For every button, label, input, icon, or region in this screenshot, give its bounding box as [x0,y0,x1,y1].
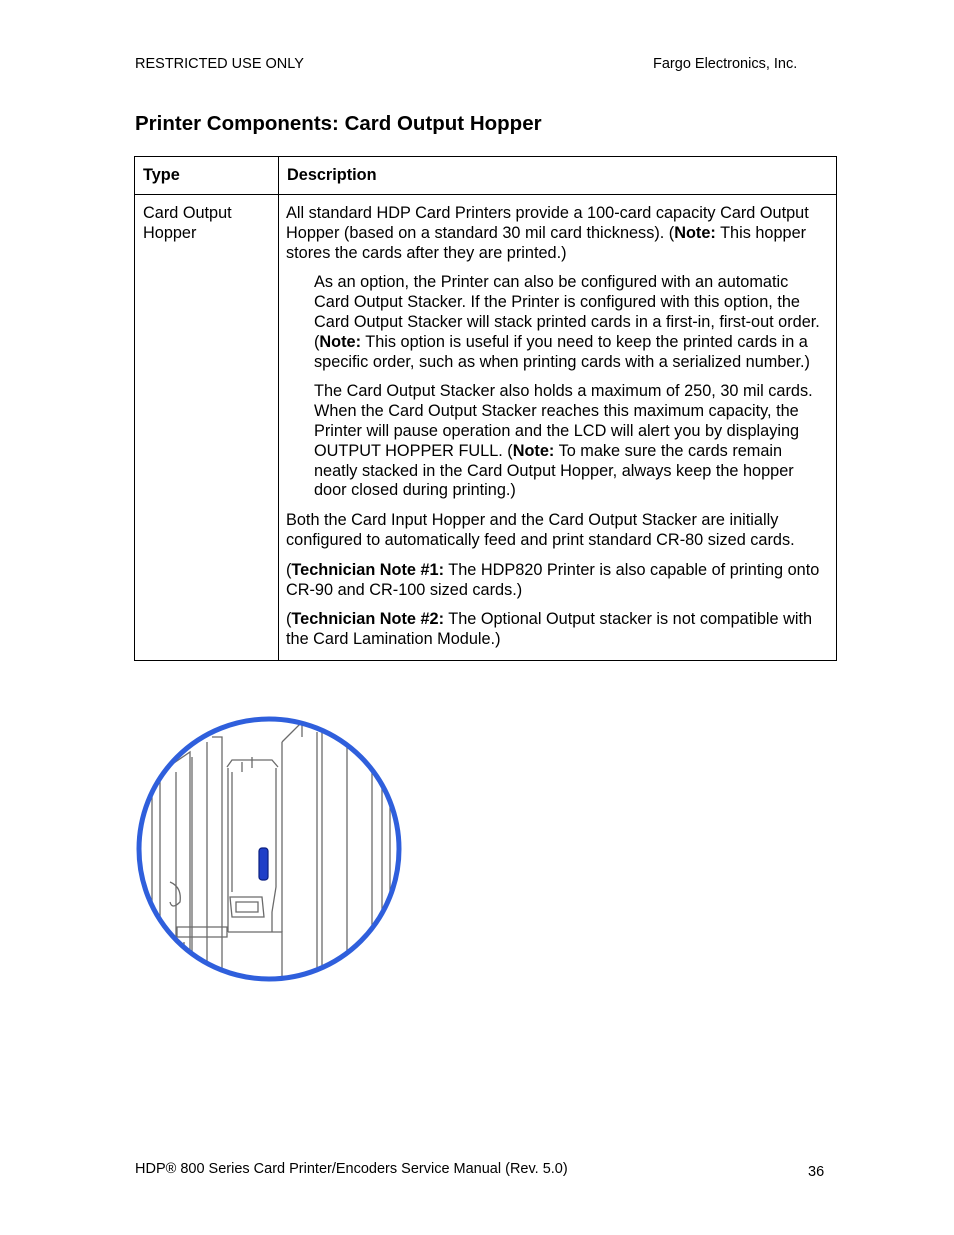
technician-note-2 [286,610,828,650]
description-paragraph-4: Both the Card Input Hopper and the Card Output Stacker are initially configured to automatically feed and print standard CR-80 sized cards. [286,511,795,549]
tn2-text: The Optional Output stacker is not compatible with the Card Lamination Module.) [286,610,813,649]
column-header-description: Description [279,157,837,195]
p1-text-a: All standard HDP Card Printers provide a 100-card capacity Card Output Hopper (based on a standard 30 mil card thickness). ( [286,204,809,242]
footer-manual-title: HDP® 800 Series Card Printer/Encoders Service Manual (Rev. 5.0) [135,1161,568,1177]
tn2-open: ( [286,610,292,629]
components-table [134,156,837,661]
column-header-type: Type [135,157,279,195]
p1-text-b: This hopper stores the cards after they are printed.) [286,223,807,262]
header-restricted-notice: RESTRICTED USE ONLY [135,56,304,72]
page-title: Printer Components: Card Output Hopper [135,112,542,135]
table-header-row [135,157,837,195]
page-number: 36 [808,1164,825,1180]
p3-note-label: Note: [512,441,555,460]
technician-note-1 [286,561,828,601]
p1-note-label: Note: [674,223,716,242]
type-line-1: Card Output [143,204,232,222]
description-paragraph-1 [286,204,828,263]
type-cell [135,195,279,661]
tn1-label: Technician Note #1: [291,560,445,579]
tn1-text: The HDP820 Printer is also capable of printing onto CR-90 and CR-100 sized cards.) [286,560,820,599]
magnifier-ring [139,719,399,979]
description-cell [279,195,837,661]
header-company: Fargo Electronics, Inc. [653,56,798,72]
hopper-release-tab-highlight [259,848,268,880]
p3-text-b: To make sure the cards remain neatly stacked in the Card Output Hopper, always keep the hopper door closed during printing.) [314,441,794,500]
type-line-2: Hopper [143,223,197,242]
tn1-open: ( [286,560,292,579]
p3-text-a: The Card Output Stacker also holds a maximum of 250, 30 mil cards. When the Card Output Stacker reaches this maximum capacity, the Printer will pause operation and the LCD will alert you by displaying OUTPUT HOPPER FULL. ( [314,382,813,460]
description-paragraph-2 [286,273,828,372]
p2-text-a: As an option, the Printer can also be configured with an automatic Card Output Stacker. If the Printer is configured with this option, the Card Output Stacker will stack printed cards in a first-in, first-out order. ( [314,273,820,351]
description-paragraph-3 [286,382,828,501]
output-hopper-illustration [132,712,406,986]
p2-note-label: Note: [319,332,362,351]
p2-text-b: This option is useful if you need to keep the printed cards in a specific order, such as when printing cards with a serialized number.) [314,332,810,371]
output-hopper-drawing [132,712,406,986]
table-row [135,195,837,661]
tn2-label: Technician Note #2: [291,610,445,629]
